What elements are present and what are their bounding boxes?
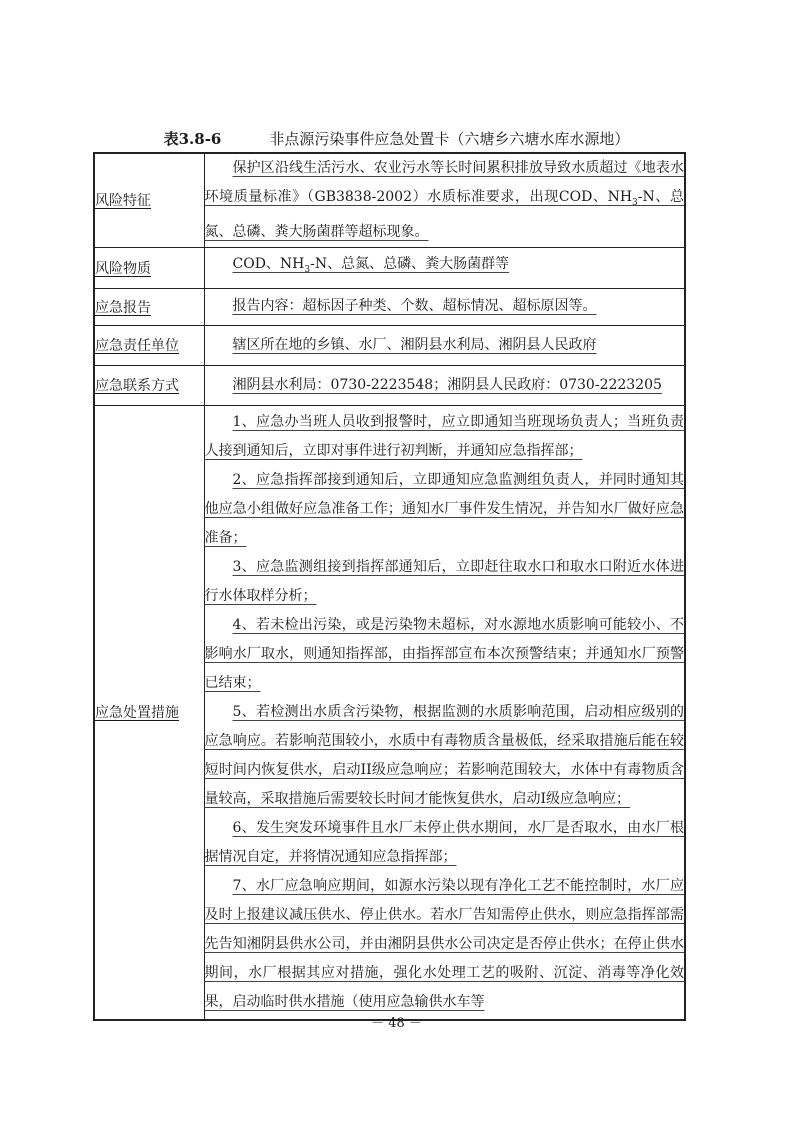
row-label: 应急责任单位 bbox=[94, 325, 204, 365]
table-row bbox=[94, 365, 685, 405]
content-paragraph: 3、应急监测组接到指挥部通知后，立即赶往取水口和取水口附近水体进行水体取样分析； bbox=[204, 558, 684, 604]
row-content bbox=[204, 405, 685, 1020]
content-paragraph: 6、发生突发环境事件且水厂未停止供水期间，水厂是否取水，由水厂根据情况自定，并将情况通知应急指挥部； bbox=[204, 819, 684, 865]
table-row bbox=[94, 405, 685, 1020]
content-paragraph: 湘阴县水利局：0730-2223548；湘阴县人民政府：0730-2223205 bbox=[232, 376, 662, 393]
row-label: 风险特征 bbox=[94, 153, 204, 247]
table-row bbox=[94, 153, 685, 247]
table-row bbox=[94, 288, 685, 325]
content-paragraph: 4、若未检出污染，或是污染物未超标，对水源地水质影响可能较小、不影响水厂取水，则通知指挥部，由指挥部宣布本次预警结束；并通知水厂预警已结束； bbox=[204, 616, 684, 691]
table-row bbox=[94, 325, 685, 365]
content-paragraph: COD、$NH_3-N$、总氮、总磷、粪大肠菌群等 bbox=[232, 256, 510, 276]
content-paragraph: 2、应急指挥部接到通知后，立即通知应急监测组负责人，并同时通知其他应急小组做好应急准备工作；通知水厂事件发生情况，并告知水厂做好应急准备； bbox=[204, 471, 684, 546]
row-content bbox=[204, 365, 685, 405]
row-label: 应急联系方式 bbox=[94, 365, 204, 405]
content-paragraph: 报告内容：超标因子种类、个数、超标情况、超标原因等。 bbox=[232, 298, 597, 315]
table-row bbox=[94, 247, 685, 288]
content-paragraph: 5、若检测出水质含污染物，根据监测的水质影响范围，启动相应级别的应急响应。若影响范围较小，水质中有毒物质含量极低，经采取措施后能在较短时间内恢复供水，启动II级应急响应；若影响范围较大，水体中有毒物质含量较高，采取措施后需要较长时间才能恢复供水，启动I级应急响应； bbox=[204, 703, 684, 807]
page-number: － 48 － bbox=[371, 1016, 422, 1031]
content-paragraph: 1、应急办当班人员收到报警时，应立即通知当班现场负责人；当班负责人接到通知后，立即对事件进行初判断，并通知应急指挥部； bbox=[204, 413, 684, 459]
row-content bbox=[204, 153, 685, 247]
row-label: 风险物质 bbox=[94, 247, 204, 288]
row-content bbox=[204, 325, 685, 365]
row-content bbox=[204, 288, 685, 325]
content-paragraph: 保护区沿线生活污水、农业污水等长时间累积排放导致水质超过《地表水环境质量标准》（GB3838-2002）水质标准要求，出现COD、$NH_3-N$、总氮、总磷、粪大肠菌群等超标现象。 bbox=[204, 160, 685, 240]
content-paragraph: 辖区所在地的乡镇、水厂、湘阴县水利局、湘阴县人民政府 bbox=[232, 336, 597, 353]
table-title: 非点源污染事件应急处置卡（六塘乡六塘水库水源地） bbox=[269, 130, 630, 148]
subscript-3: 3 bbox=[304, 265, 311, 276]
row-label: 应急报告 bbox=[94, 288, 204, 325]
table-number: 表3.8-6 bbox=[163, 130, 222, 148]
content-paragraph: 7、水厂应急响应期间，如源水污染以现有净化工艺不能控制时，水厂应及时上报建议减压供水、停止供水。若水厂告知需停止供水，则应急指挥部需先告知湘阴县供水公司，并由湘阴县供水公司决定是否停止供水；在停止供水期间，水厂根据其应对措施，强化水处理工艺的吸附、沉淀、消毒等净化效果，启动临时供水措施（使用应急输供水车等 bbox=[204, 877, 684, 1010]
emergency-disposal-card bbox=[93, 152, 686, 1021]
row-label: 应急处置措施 bbox=[94, 405, 204, 1020]
row-content bbox=[204, 247, 685, 288]
subscript-3: 3 bbox=[632, 197, 638, 208]
table-caption bbox=[0, 128, 793, 150]
